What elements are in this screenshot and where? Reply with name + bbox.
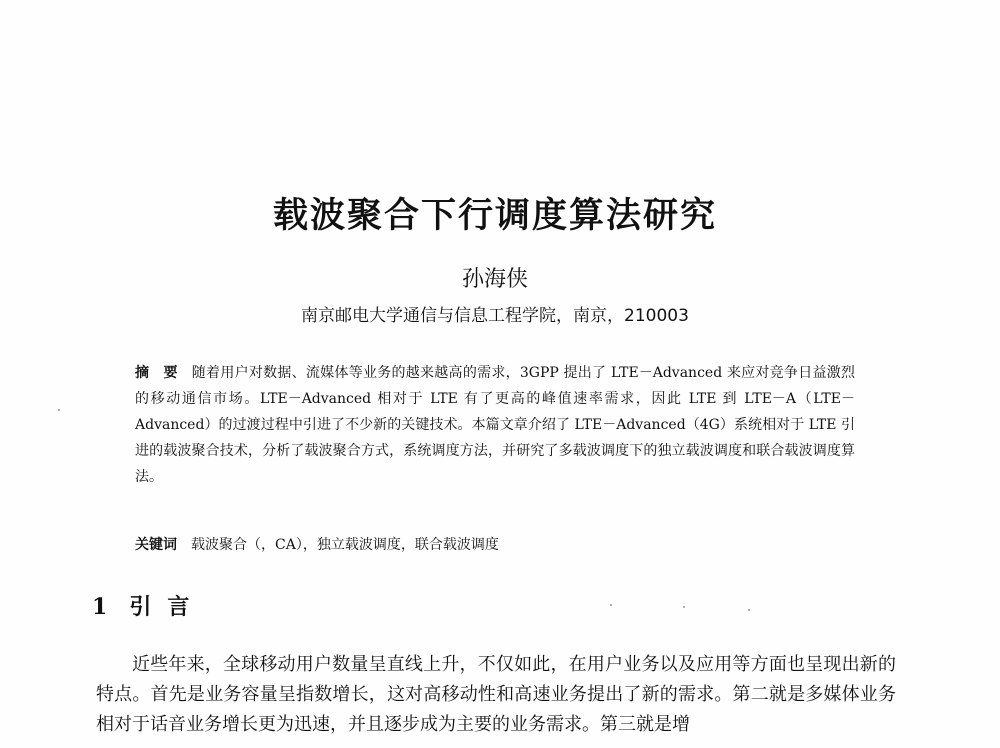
scan-speck [58,409,60,411]
paper-title: 载波聚合下行调度算法研究 [272,196,717,236]
section-heading [92,590,205,621]
scan-speck [748,609,750,611]
abstract-text: 随着用户对数据、流媒体等业务的越来越高的需求，3GPP 提出了 LTE－Advanced 来应对竞争日益激烈的移动通信市场。LTE－Advanced 相对于 LTE 有了更高的峰值速率需求，因此 LTE 到 LTE－A（LTE－Advanced）的过渡过程中引进了不少新的关键技术。本篇文章介绍了 LTE－Advanced（4G）系统相对于 LTE 引进的载波聚合技术，分析了载波聚合方式，系统调度方法，并研究了多载波调度下的独立载波调度和联合载波调度算法。 [135,365,855,485]
section-body-paragraph: 近些年来，全球移动用户数量呈直线上升，不仅如此，在用户业务以及应用等方面也呈现出新的特点。首先是业务容量呈指数增长，这对高移动性和高速业务提出了新的需求。第二就是多媒体业务相对于话音业务增长更为迅速，并且逐步成为主要的业务需求。第三就是增 [96,654,896,735]
author-name: 孙海侠 [461,267,528,292]
section-number: 1 [92,594,108,620]
abstract-block [135,360,855,490]
scan-speck [683,606,685,608]
keywords-label: 关键词 [135,537,177,553]
abstract-label: 摘 要 [135,365,178,381]
scan-speck [610,604,612,606]
author-affiliation: 南京邮电大学通信与信息工程学院，南京，210003 [301,306,689,326]
keywords-block [135,533,855,557]
section-title: 引言 [129,594,206,620]
keywords-text: 载波聚合（，CA），独立载波调度，联合载波调度 [191,537,499,553]
